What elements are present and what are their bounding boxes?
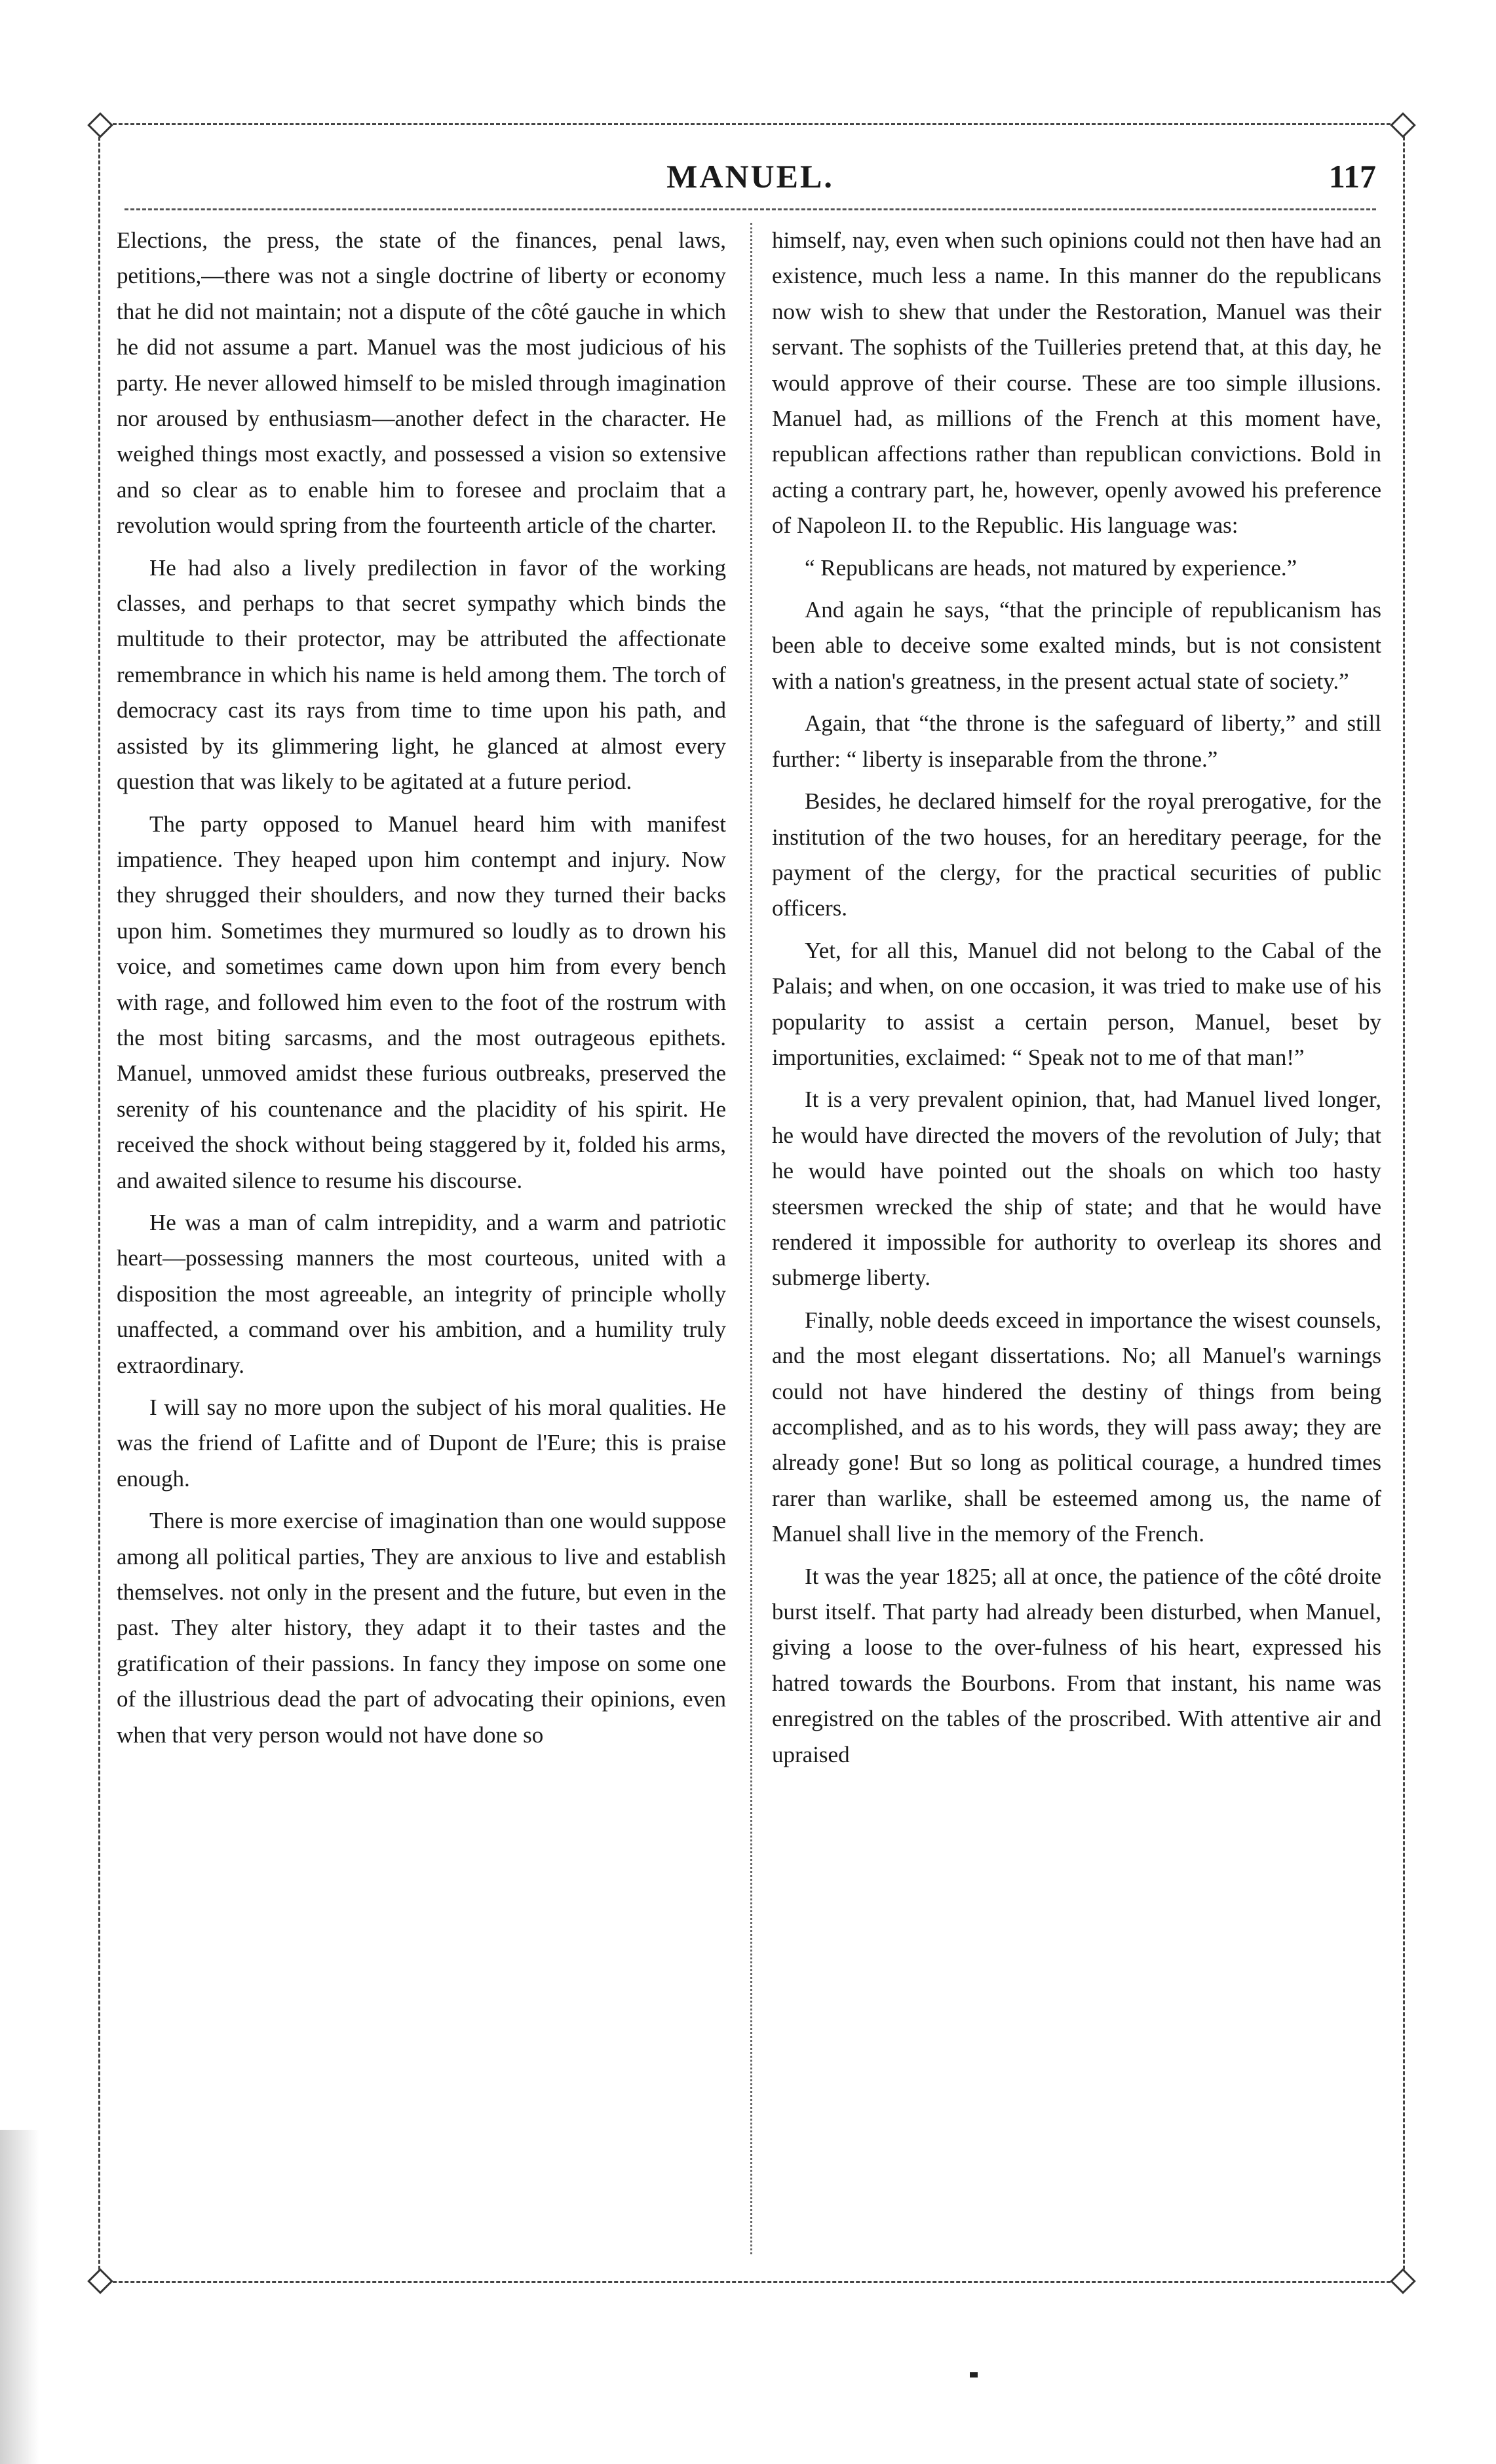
paragraph: There is more exercise of imagination than one would suppose among all political parties, They are anxious to live and establish themselves. not only in the present and the future, but even in the past. They alter history, they adapt it to their tastes and the gratification of their passions. In fancy they impose on some one of the illustrious dead the part of advocating their opinions, even when that very person would not have done so — [117, 1508, 726, 1748]
paragraph: The party opposed to Manuel heard him with manifest impatience. They heaped upon him contempt and injury. Now they shrugged their shoulders, and now they turned their backs upon him. Sometimes they murmured so loudly as to drown his voice, and sometimes came down upon him from every bench with rage, and followed him even to the foot of the rostrum with the most biting sarcasms, and the most outrageous epithets. Manuel, unmoved amidst these furious outbreaks, preserved the serenity of his countenance and the placidity of his spirit. He received the shock without being staggered by it, folded his arms, and awaited silence to resume his discourse. — [117, 811, 726, 1193]
left-column — [117, 223, 726, 2254]
column-divider — [750, 223, 752, 2254]
paragraph: Finally, noble deeds exceed in importance the wisest counsels, and the most elegant dissertations. No; all Manuel's warnings could not have hindered the destiny of things from being accomplished, and as to his words, they will pass away; they are already gone! But so long as political courage, a hundred times rarer than warlike, shall be esteemed among us, the name of Manuel shall live in the memory of the French. — [772, 1307, 1381, 1547]
print-speck — [970, 2372, 978, 2377]
page-edge-shadow — [0, 2130, 39, 2464]
paragraph: He was a man of calm intrepidity, and a warm and patriotic heart—possessing manners the most courteous, united with a disposition the most agreeable, an integrity of principle wholly unaffected, a command over his ambition, and a humility truly extraordinary. — [117, 1209, 726, 1378]
paragraph: He had also a lively predilection in favor of the working classes, and perhaps to that secret sympathy which binds the multitude to their protector, may be attributed the affectionate remembrance in which his name is held among them. The torch of democracy cast its rays from time to time upon his path, and assisted by its glimmering light, he glanced at almost every question that was likely to be agitated at a future period. — [117, 554, 726, 795]
paragraph: I will say no more upon the subject of his moral qualities. He was the friend of Lafitte and of Dupont de l'Eure; this is praise enough. — [117, 1395, 726, 1492]
paragraph: Yet, for all this, Manuel did not belong to the Cabal of the Palais; and when, on one occasion, it was tried to make use of his popularity to assist a certain person, Manuel, beset by importunities, exclaimed: “ Speak not to me of that man!” — [772, 937, 1381, 1070]
paragraph: Besides, he declared himself for the royal prerogative, for the institution of the two houses, for an hereditary peerage, for the payment of the clergy, for the practical securities of public officers. — [772, 788, 1381, 921]
page-number: 117 — [1328, 158, 1376, 195]
right-column — [772, 223, 1381, 2254]
paragraph: “ Republicans are heads, not matured by experience.” — [805, 554, 1297, 581]
running-head: MANUEL. — [666, 158, 834, 195]
paragraph: Elections, the press, the state of the finances, penal laws, petitions,—there was not a single doctrine of liberty or economy that he did not maintain; not a dispute of the côté gauche in which he did not assume a part. Manuel was the most judicious of his party. He never allowed himself to be misled through imagination nor aroused by enthusiasm—another defect in the character. He weighed things most exactly, and possessed a vision so extensive and so clear as to enable him to foresee and proclaim that a revolution would spring from the fourteenth article of the charter. — [117, 227, 726, 539]
header-rule — [125, 208, 1376, 210]
page-header — [125, 157, 1376, 203]
paragraph: himself, nay, even when such opinions could not then have had an existence, much less a name. In this manner do the republicans now wish to shew that under the Restoration, Manuel was their servant. The sophists of the Tuilleries pretend that, at this day, he would approve of their course. These are too simple illusions. Manuel had, as millions of the French at this moment have, republican affections rather than republican convictions. Bold in acting a contrary part, he, however, openly avowed his preference of Napoleon II. to the Republic. His language was: — [772, 227, 1381, 539]
paragraph: And again he says, “that the principle of republicanism has been able to deceive some exalted minds, but is not consistent with a nation's greatness, in the present actual state of society.” — [772, 597, 1381, 694]
paragraph: It is a very prevalent opinion, that, had Manuel lived longer, he would have directed the movers of the revolution of July; that he would have pointed out the shoals on which too hasty steersmen wrecked the ship of state; and that he would have rendered it impossible for authority to overleap its shores and submerge liberty. — [772, 1087, 1381, 1291]
paragraph: It was the year 1825; all at once, the patience of the côté droite burst itself. That party had already been disturbed, when Manuel, giving a loose to the over-fulness of his heart, expressed his hatred towards the Bourbons. From that instant, his name was enregistred on the tables of the proscribed. With attentive air and upraised — [772, 1563, 1381, 1767]
paragraph: Again, that “the throne is the safeguard of liberty,” and still further: “ liberty is inseparable from the throne.” — [772, 710, 1381, 772]
